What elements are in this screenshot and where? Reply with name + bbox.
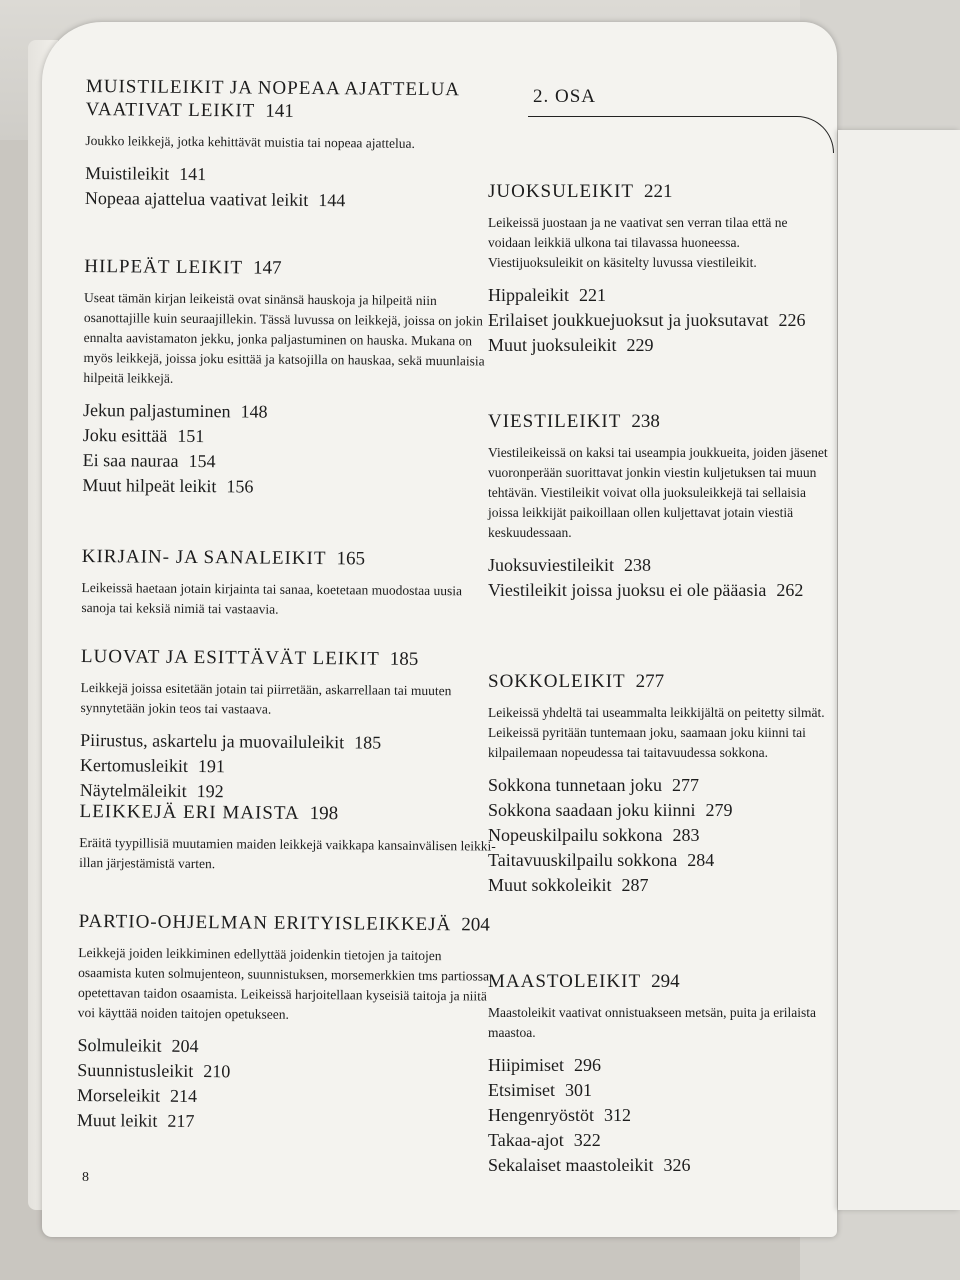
toc-entry-page: 217 bbox=[167, 1110, 195, 1131]
toc-entry-label: Sokkona saadaan joku kiinni bbox=[488, 800, 696, 820]
toc-entry-label: Takaa-ajot bbox=[488, 1130, 564, 1150]
toc-entry-label: Näytelmäleikit bbox=[79, 779, 187, 801]
book-page-right bbox=[838, 130, 960, 1210]
section-description: Maastoleikit vaativat onnistuakseen metsän, puita ja erilaista maastoa. bbox=[488, 1005, 817, 1040]
toc-entry bbox=[488, 798, 833, 823]
toc-entry-page: 326 bbox=[663, 1155, 691, 1175]
toc-entry-label: Muut juoksuleikit bbox=[488, 335, 617, 355]
section-title-text: HILPEÄT LEIKIT bbox=[84, 255, 244, 279]
toc-entry-page: 154 bbox=[188, 450, 216, 472]
section-title-text: LUOVAT JA ESITTÄVÄT LEIKIT bbox=[80, 645, 380, 670]
section-title-text: JUOKSULEIKIT bbox=[488, 181, 635, 202]
toc-entry bbox=[85, 186, 503, 215]
toc-entry-label: Etsimiset bbox=[488, 1080, 555, 1100]
toc-entry-page: 144 bbox=[318, 190, 346, 211]
middle-section bbox=[488, 410, 833, 603]
toc-entry-page: 185 bbox=[354, 732, 382, 753]
toc-entry-page: 214 bbox=[170, 1085, 198, 1107]
section-title bbox=[79, 800, 497, 827]
toc-entry-label: Sokkona tunnetaan joku bbox=[488, 775, 662, 795]
toc-entry-label: Ei saa nauraa bbox=[82, 449, 179, 471]
toc-entry-label: Piirustus, askartelu ja muovailuleikit bbox=[80, 729, 345, 753]
toc-entry bbox=[83, 423, 501, 452]
toc-entry bbox=[85, 161, 503, 190]
toc-entry-page: 238 bbox=[624, 555, 651, 575]
toc-entry bbox=[488, 578, 833, 603]
toc-entry bbox=[77, 1058, 495, 1087]
toc-entry-label: Juoksuviestileikit bbox=[488, 555, 614, 575]
entry-list bbox=[80, 728, 499, 807]
toc-entry-label: Muut sokkoleikit bbox=[488, 875, 612, 895]
page-number: 8 bbox=[82, 1170, 89, 1185]
section-page-number: 147 bbox=[252, 257, 282, 279]
middle-section bbox=[488, 670, 833, 898]
section-description: Leikeissä juostaan ja ne vaativat sen verran tilaa että ne voidaan leikkiä ulkona tai tilavassa huoneessa. Viestijuoksuleikit on käsitelty luvussa viestileikit. bbox=[488, 215, 788, 270]
toc-entry bbox=[82, 473, 500, 502]
toc-entry bbox=[77, 1108, 495, 1137]
toc-entry-label: Suunnistusleikit bbox=[77, 1059, 194, 1081]
toc-entry-label: Jekun paljastuminen bbox=[82, 399, 231, 422]
toc-entry bbox=[488, 333, 833, 358]
left-section bbox=[85, 75, 504, 215]
section-title-text: VIESTILEIKIT bbox=[488, 411, 622, 432]
toc-entry-label: Hiipimiset bbox=[488, 1055, 564, 1075]
toc-entry bbox=[83, 448, 501, 477]
toc-entry-page: 141 bbox=[179, 163, 207, 185]
part-heading-rule bbox=[528, 116, 834, 153]
toc-entry-page: 262 bbox=[776, 580, 804, 600]
toc-entry bbox=[488, 283, 833, 308]
entry-list bbox=[488, 773, 833, 898]
section-title bbox=[82, 545, 500, 572]
toc-entry bbox=[80, 728, 498, 757]
toc-entry bbox=[488, 773, 833, 798]
section-page-number: 141 bbox=[265, 100, 294, 122]
toc-entry bbox=[488, 1078, 833, 1103]
toc-entry-page: 210 bbox=[203, 1061, 231, 1082]
toc-entry-label: Solmuleikit bbox=[77, 1034, 162, 1056]
toc-entry bbox=[488, 553, 833, 578]
toc-entry-page: 296 bbox=[574, 1055, 601, 1075]
toc-entry-label: Hengenryöstöt bbox=[488, 1105, 594, 1125]
toc-entry-page: 283 bbox=[672, 825, 700, 845]
part-heading: 2. OSA bbox=[533, 86, 597, 107]
section-title-text: MAASTOLEIKIT bbox=[488, 971, 642, 992]
toc-entry-page: 279 bbox=[705, 800, 733, 820]
section-description: Eräitä tyypillisiä muutamien maiden leikkejä vaikkapa kansainvälisen leikki-illan järjestämistä varten. bbox=[79, 834, 496, 872]
entry-list bbox=[488, 1053, 833, 1178]
section-description: Leikeissä haetaan jotain kirjainta tai sanaa, koetetaan muodostaa uusia sanoja tai keksiä nimiä tai vastaavia. bbox=[81, 579, 463, 617]
toc-entry-page: 301 bbox=[565, 1080, 592, 1100]
toc-entry-label: Muut hilpeät leikit bbox=[82, 474, 217, 497]
toc-entry-page: 151 bbox=[177, 425, 205, 447]
section-title bbox=[488, 180, 833, 203]
section-description: Useat tämän kirjan leikeistä ovat sinänsä hauskoja ja hilpeitä niin osanottajille kuin seuraajillekin. Tässä luvussa on leikkejä, joissa on jokin ennalta aavistamaton jekku, jonka paljastuminen on hauska. Mukana on myös leikkejä, joissa joku esittää ja katsojilla on hauskaa, sekä muunlaisia hilpeitä leikkejä. bbox=[83, 289, 485, 386]
entry-list bbox=[488, 553, 833, 603]
toc-entry-label: Nopeuskilpailu sokkona bbox=[488, 825, 663, 845]
left-section bbox=[81, 545, 500, 632]
toc-entry-label: Joku esittää bbox=[82, 424, 168, 446]
toc-entry-label: Viestileikit joissa juoksu ei ole pääasia bbox=[488, 580, 767, 600]
toc-entry-page: 312 bbox=[603, 1105, 631, 1125]
section-page-number: 204 bbox=[461, 914, 490, 936]
entry-list bbox=[488, 283, 833, 358]
toc-entry bbox=[488, 873, 833, 898]
section-title bbox=[488, 970, 833, 993]
section-title bbox=[488, 410, 833, 433]
section-page-number: 221 bbox=[644, 181, 673, 202]
middle-section bbox=[488, 180, 833, 358]
toc-entry bbox=[488, 1153, 833, 1178]
toc-entry bbox=[488, 1128, 833, 1153]
toc-entry-label: Hippaleikit bbox=[488, 285, 569, 305]
toc-entry-label: Taitavuuskilpailu sokkona bbox=[488, 850, 678, 870]
toc-entry-label: Muut leikit bbox=[76, 1109, 158, 1131]
section-description: Viestileikeissä on kaksi tai useampia joukkueita, joiden jäsenet vuoronperään suorittavat jonkin viestin kuljetuksen tai muun tehtävän. Viestileikit voivat olla juoksuleikkejä tai sellaisia joissa leikkijät paikoillaan ollen kuljettavat jotain viestiä keskuudessaan. bbox=[488, 445, 828, 540]
toc-entry bbox=[488, 308, 833, 333]
section-title-text: PARTIO-OHJELMAN ERITYISLEIKKEJÄ bbox=[78, 910, 452, 936]
toc-entry-label: Nopeaa ajattelua vaativat leikit bbox=[84, 187, 309, 210]
section-title bbox=[81, 645, 499, 672]
section-description: Leikkejä joiden leikkiminen edellyttää joidenkin tietojen ja taitojen osaamista kuten solmujenteon, suunnistuksen, morsemerkkien tms partiossa opetettavan taidon osaamista. Leikeissä harjoitellaan kyseisiä taitoja ja niitä voi käyttää noiden taitojen opetukseen. bbox=[77, 944, 490, 1022]
toc-entry-page: 221 bbox=[578, 285, 606, 305]
section-description: Leikkejä joissa esitetään jotain tai piirretään, askarrellaan tai muuten synnytetään jokin teos tai vastaava. bbox=[80, 679, 452, 717]
left-section bbox=[80, 645, 499, 807]
toc-entry-page: 284 bbox=[687, 850, 715, 870]
section-page-number: 198 bbox=[309, 802, 339, 825]
toc-entry-page: 192 bbox=[196, 780, 224, 802]
toc-entry-page: 229 bbox=[626, 335, 654, 355]
section-title-text: LEIKKEJÄ ERI MAISTA bbox=[79, 800, 300, 824]
section-description: Joukko leikkejä, jotka kehittävät muistia tai nopeaa ajattelua. bbox=[85, 132, 416, 151]
toc-entry-label: Erilaiset joukkuejuoksut ja juoksutavat bbox=[488, 310, 769, 330]
section-title bbox=[84, 255, 502, 282]
section-page-number: 238 bbox=[631, 411, 660, 432]
entry-list bbox=[85, 161, 503, 215]
toc-entry bbox=[80, 753, 498, 782]
toc-entry-label: Morseleikit bbox=[77, 1084, 161, 1106]
toc-entry-label: Kertomusleikit bbox=[79, 754, 189, 776]
toc-entry-page: 226 bbox=[778, 310, 806, 330]
section-title-text: MUISTILEIKIT JA NOPEAA AJATTELUA VAATIVAT LEIKIT bbox=[85, 75, 460, 122]
section-title bbox=[79, 910, 497, 937]
section-title bbox=[488, 670, 833, 693]
toc-entry-page: 287 bbox=[621, 875, 649, 895]
toc-entry bbox=[488, 848, 833, 873]
toc-entry-page: 277 bbox=[671, 775, 699, 795]
entry-list bbox=[82, 398, 501, 502]
section-description: Leikeissä yhdeltä tai useammalta leikkijältä on peitetty silmät. Leikeissä pyritään tuntemaan joku, saamaan joku kiinni tai kilpailemaan nopeudessa tai taitavuudessa sokkona. bbox=[488, 705, 825, 760]
toc-entry bbox=[488, 1103, 833, 1128]
toc-entry-page: 191 bbox=[197, 756, 226, 777]
toc-entry bbox=[488, 1053, 833, 1078]
section-page-number: 165 bbox=[336, 548, 366, 570]
left-section bbox=[79, 800, 498, 887]
toc-entry-label: Muistileikit bbox=[85, 162, 170, 184]
toc-entry-label: Sekalaiset maastoleikit bbox=[488, 1155, 654, 1175]
toc-entry-page: 322 bbox=[573, 1130, 601, 1150]
section-page-number: 277 bbox=[635, 671, 665, 692]
toc-entry-page: 156 bbox=[226, 476, 254, 497]
toc-entry bbox=[488, 823, 833, 848]
toc-entry bbox=[77, 1033, 495, 1062]
toc-entry-page: 148 bbox=[240, 401, 268, 422]
section-page-number: 294 bbox=[651, 971, 680, 992]
section-page-number: 185 bbox=[389, 648, 419, 670]
toc-entry bbox=[83, 398, 501, 427]
section-title-text: SOKKOLEIKIT bbox=[488, 671, 626, 692]
middle-section bbox=[488, 970, 833, 1178]
section-title-text: KIRJAIN- JA SANALEIKIT bbox=[81, 545, 327, 570]
toc-entry-page: 204 bbox=[171, 1035, 199, 1057]
left-section bbox=[77, 910, 497, 1137]
entry-list bbox=[77, 1033, 496, 1137]
toc-entry bbox=[77, 1083, 495, 1112]
section-title bbox=[86, 75, 504, 125]
left-section bbox=[82, 255, 502, 502]
